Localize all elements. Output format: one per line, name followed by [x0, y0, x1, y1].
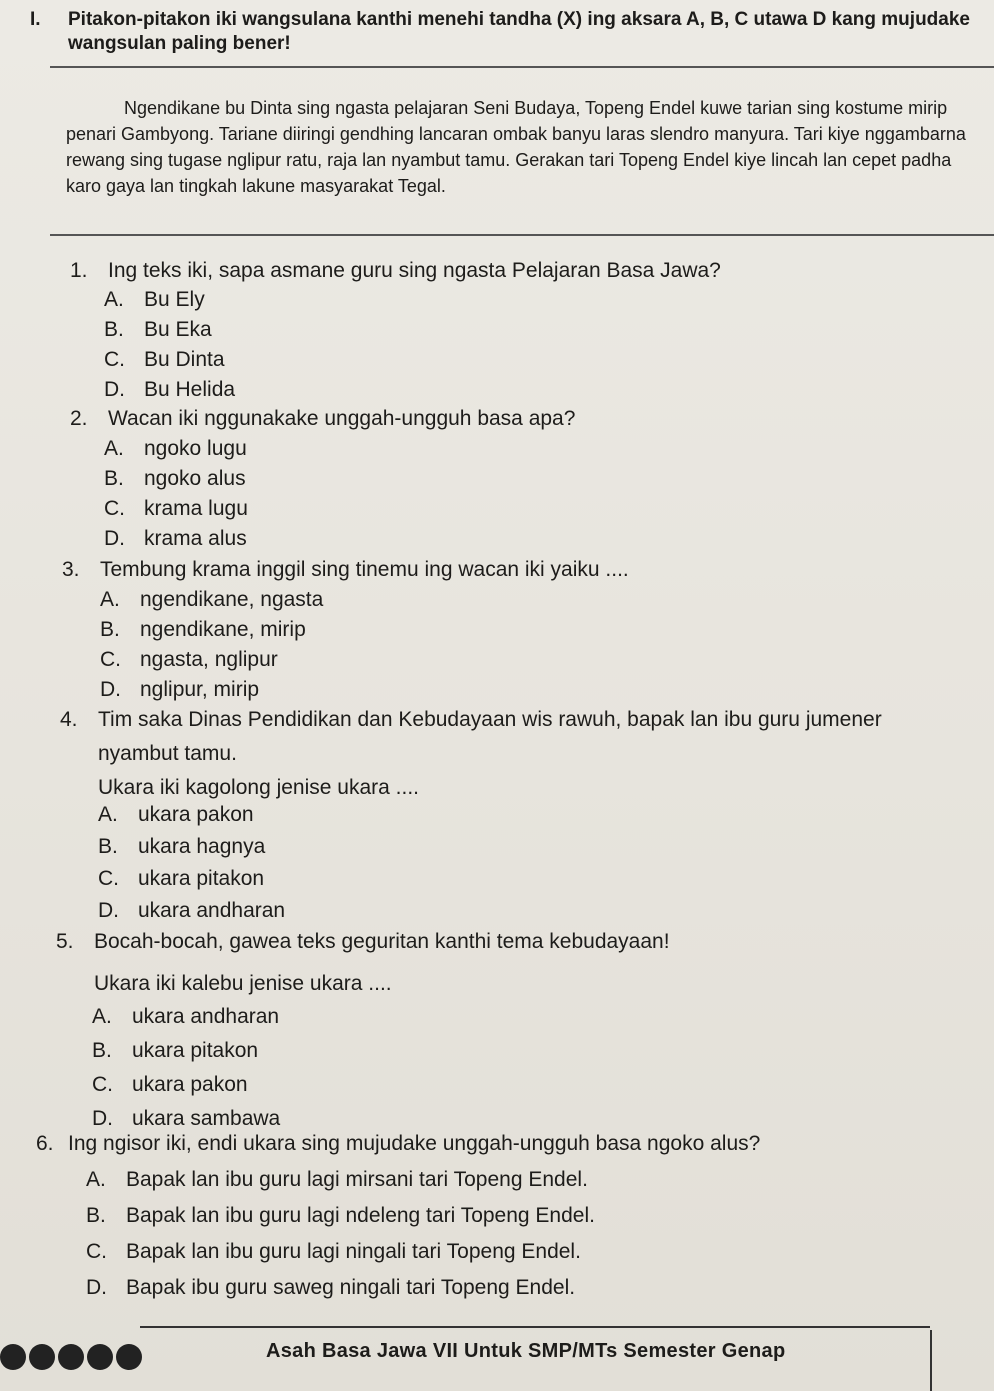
option-a[interactable]: [100, 586, 500, 616]
question-2: [70, 405, 970, 433]
option-c[interactable]: [98, 865, 498, 897]
instruction-text: Pitakon-pitakon iki wangsulana kanthi menehi tandha (X) ing aksara A, B, C utawa D kang mujudake wangsulan paling bener!: [68, 9, 970, 54]
option-a[interactable]: [104, 435, 504, 465]
badge-dot: [0, 1344, 26, 1370]
option-letter: C.: [86, 1240, 107, 1263]
option-letter: B.: [86, 1204, 106, 1227]
option-letter: B.: [100, 618, 120, 641]
option-letter: A.: [104, 437, 124, 460]
option-text: ngasta, nglipur: [140, 648, 278, 671]
question-stem-line-3: Ukara iki kagolong jenise ukara ....: [98, 776, 419, 799]
question-stem: Tembung krama inggil sing tinemu ing wacan iki yaiku ....: [100, 558, 629, 581]
option-text: ukara pakon: [132, 1073, 248, 1096]
badge-dot: [116, 1344, 142, 1370]
question-6-options: [86, 1166, 786, 1310]
footer-book-title: Asah Basa Jawa VII Untuk SMP/MTs Semester Genap: [266, 1340, 786, 1362]
option-letter: D.: [100, 678, 121, 701]
option-c[interactable]: [86, 1238, 786, 1274]
option-a[interactable]: [98, 801, 498, 833]
instruction-number: I.: [30, 9, 41, 30]
option-a[interactable]: [104, 286, 504, 316]
question-5: [56, 928, 986, 998]
option-letter: D.: [104, 378, 125, 401]
question-stem-line-1: Bocah-bocah, gawea teks geguritan kanthi tema kebudayaan!: [94, 930, 670, 953]
option-letter: C.: [100, 648, 121, 671]
option-letter: A.: [86, 1168, 106, 1191]
option-letter: D.: [86, 1276, 107, 1299]
option-text: ngendikane, ngasta: [140, 588, 324, 611]
option-text: Bapak lan ibu guru lagi ningali tari Topeng Endel.: [126, 1240, 581, 1263]
option-letter: D.: [92, 1107, 113, 1130]
option-d[interactable]: [100, 676, 500, 706]
question-2-options: [104, 435, 504, 555]
option-letter: C.: [92, 1073, 113, 1096]
option-text: ngendikane, mirip: [140, 618, 306, 641]
question-number: 2.: [70, 407, 88, 430]
option-text: krama lugu: [144, 497, 248, 520]
option-b[interactable]: [104, 316, 504, 346]
instruction: [30, 8, 980, 56]
option-d[interactable]: [98, 897, 498, 929]
question-stem-line-1: Tim saka Dinas Pendidikan dan Kebudayaan wis rawuh, bapak lan ibu guru jumener: [98, 708, 882, 731]
footer-corner-decoration: [930, 1330, 994, 1391]
option-text: Bu Eka: [144, 318, 212, 341]
question-stem-line-2: Ukara iki kalebu jenise ukara ....: [94, 972, 392, 995]
question-6: [36, 1130, 986, 1158]
option-text: ukara pitakon: [138, 867, 265, 890]
option-letter: A.: [104, 288, 124, 311]
question-stem: Ing ngisor iki, endi ukara sing mujudake unggah-ungguh basa ngoko alus?: [68, 1132, 761, 1155]
badge-dot: [58, 1344, 84, 1370]
option-letter: B.: [104, 467, 124, 490]
option-text: ukara hagnya: [138, 835, 266, 858]
option-letter: A.: [100, 588, 120, 611]
question-stem: Ing teks iki, sapa asmane guru sing ngasta Pelajaran Basa Jawa?: [108, 259, 721, 282]
option-text: nglipur, mirip: [140, 678, 260, 701]
option-text: ukara andharan: [132, 1005, 280, 1028]
option-c[interactable]: [104, 495, 504, 525]
option-a[interactable]: [86, 1166, 786, 1202]
question-1: [70, 257, 970, 285]
reading-passage: Ngendikane bu Dinta sing ngasta pelajaran Seni Budaya, Topeng Endel kuwe tarian sing kostume mirip penari Gambyong. Tariane diiringi gendhing lancaran ombak banyu laras slendro manyura. Tari kiye nggambarna rewang sing tugase nglipur ratu, raja lan nyambut tamu. Gerakan tari Topeng Endel kiye lincah lan cepet padha karo gaya lan tingkah lakune masyarakat Tegal.: [66, 98, 966, 196]
option-d[interactable]: [86, 1274, 786, 1310]
option-letter: A.: [98, 803, 118, 826]
question-number: 1.: [70, 259, 88, 282]
option-letter: C.: [104, 348, 125, 371]
option-text: Bu Helida: [144, 378, 236, 401]
option-text: Bu Ely: [144, 288, 205, 311]
option-text: ukara pakon: [138, 803, 254, 826]
option-text: Bapak ibu guru saweg ningali tari Topeng Endel.: [126, 1276, 576, 1299]
option-letter: C.: [104, 497, 125, 520]
badge-dot: [29, 1344, 55, 1370]
question-1-options: [104, 286, 504, 406]
option-letter: B.: [98, 835, 118, 858]
question-4: [60, 706, 994, 802]
question-number: 5.: [56, 930, 74, 953]
question-3: [62, 556, 962, 584]
question-stem-line-2: nyambut tamu.: [98, 742, 237, 765]
option-text: ukara pitakon: [132, 1039, 259, 1062]
option-b[interactable]: [100, 616, 500, 646]
option-text: ukara sambawa: [132, 1107, 281, 1130]
option-text: krama alus: [144, 527, 247, 550]
option-c[interactable]: [104, 346, 504, 376]
option-b[interactable]: [92, 1037, 492, 1071]
badge-dot: [87, 1344, 113, 1370]
option-text: Bapak lan ibu guru lagi ndeleng tari Topeng Endel.: [126, 1204, 595, 1227]
question-number: 4.: [60, 708, 78, 731]
question-stem: Wacan iki nggunakake unggah-ungguh basa apa?: [108, 407, 576, 430]
option-letter: B.: [104, 318, 124, 341]
option-c[interactable]: [100, 646, 500, 676]
question-3-options: [100, 586, 500, 706]
question-4-options: [98, 801, 498, 929]
option-text: ukara andharan: [138, 899, 286, 922]
option-letter: A.: [92, 1005, 112, 1028]
option-b[interactable]: [86, 1202, 786, 1238]
option-b[interactable]: [98, 833, 498, 865]
question-number: 3.: [62, 558, 80, 581]
option-b[interactable]: [104, 465, 504, 495]
option-c[interactable]: [92, 1071, 492, 1105]
question-number: 6.: [36, 1132, 54, 1155]
question-5-options: [92, 1003, 492, 1139]
option-text: ngoko lugu: [144, 437, 247, 460]
option-text: Bu Dinta: [144, 348, 225, 371]
option-letter: D.: [98, 899, 119, 922]
footer-page-badge: [0, 1344, 142, 1370]
option-d[interactable]: [104, 376, 504, 406]
option-d[interactable]: [104, 525, 504, 555]
option-letter: B.: [92, 1039, 112, 1062]
option-letter: D.: [104, 527, 125, 550]
option-text: Bapak lan ibu guru lagi mirsani tari Topeng Endel.: [126, 1168, 588, 1191]
option-a[interactable]: [92, 1003, 492, 1037]
footer-divider: [140, 1326, 930, 1328]
option-letter: C.: [98, 867, 119, 890]
option-text: ngoko alus: [144, 467, 246, 490]
